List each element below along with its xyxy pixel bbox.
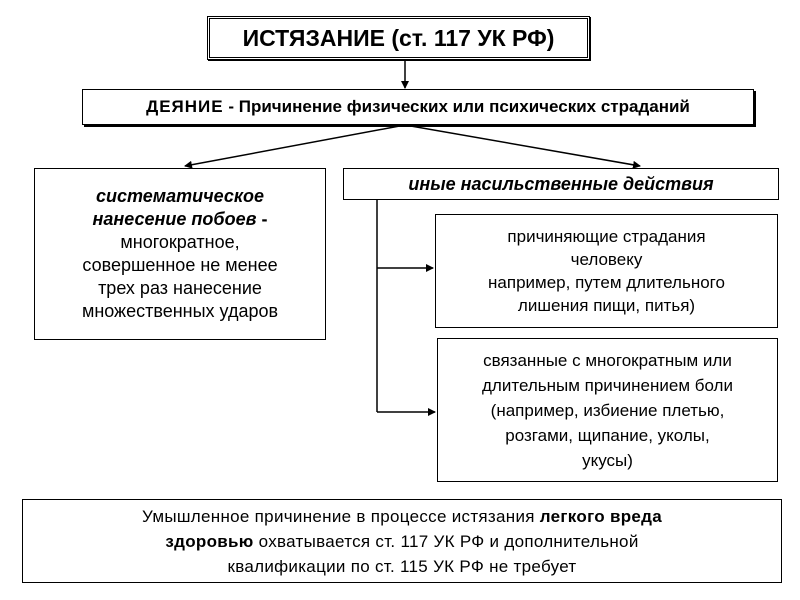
sub1-line: причиняющие страдания xyxy=(507,227,706,246)
suffering-causing-box xyxy=(435,214,778,328)
title-box xyxy=(207,16,590,60)
note-line3: квалификации по ст. 115 УК РФ не требует xyxy=(227,556,577,576)
other-actions-head: иные насильственные действия xyxy=(408,173,714,194)
systematic-dash: - xyxy=(256,209,268,229)
systematic-line: множественных ударов xyxy=(81,301,279,321)
deed-text: Причинение физических или психических страданий xyxy=(238,97,690,116)
systematic-head-line2-wrap xyxy=(93,208,268,231)
sub2-line: (например, избиение плетью, xyxy=(490,400,725,420)
note-line1 xyxy=(142,504,662,529)
systematic-line: трех раз нанесение xyxy=(98,278,262,298)
arrow-deed-to-other-actions xyxy=(405,125,640,166)
systematic-head-line1: систематическое xyxy=(96,186,264,206)
sub1-line: лишения пищи, питья) xyxy=(517,296,696,315)
sub2-line: связанные с многократным или xyxy=(483,350,732,370)
note-line1-pre: Умышленное причинение в процессе истязания xyxy=(142,506,540,526)
note-line1-bold: легкого вреда xyxy=(539,506,662,526)
pain-causing-box xyxy=(437,338,778,482)
note-line2 xyxy=(165,529,638,554)
sub2-line: длительным причинением боли xyxy=(482,375,733,395)
arrow-deed-to-systematic xyxy=(185,125,405,166)
deed-separator: - xyxy=(223,97,239,116)
systematic-beating-box xyxy=(34,168,326,340)
deed-box xyxy=(82,89,754,125)
deed-key: ДЕЯНИЕ xyxy=(146,97,224,116)
title-text: ИСТЯЗАНИЕ (ст. 117 УК РФ) xyxy=(242,24,555,51)
note-line2-bold: здоровью xyxy=(165,531,254,551)
other-actions-head-box xyxy=(343,168,779,200)
systematic-line: совершенное не менее xyxy=(82,255,278,275)
systematic-line: многократное, xyxy=(120,232,240,252)
systematic-head-line2: нанесение побоев xyxy=(92,209,257,229)
note-box xyxy=(22,499,782,583)
note-line2-post: охватывается ст. 117 УК РФ и дополнительной xyxy=(253,531,639,551)
sub2-line: розгами, щипание, уколы, xyxy=(505,425,710,445)
sub1-line: человеку xyxy=(570,250,643,269)
sub2-line: укусы) xyxy=(582,450,633,470)
sub1-line: например, путем длительного xyxy=(488,273,725,292)
